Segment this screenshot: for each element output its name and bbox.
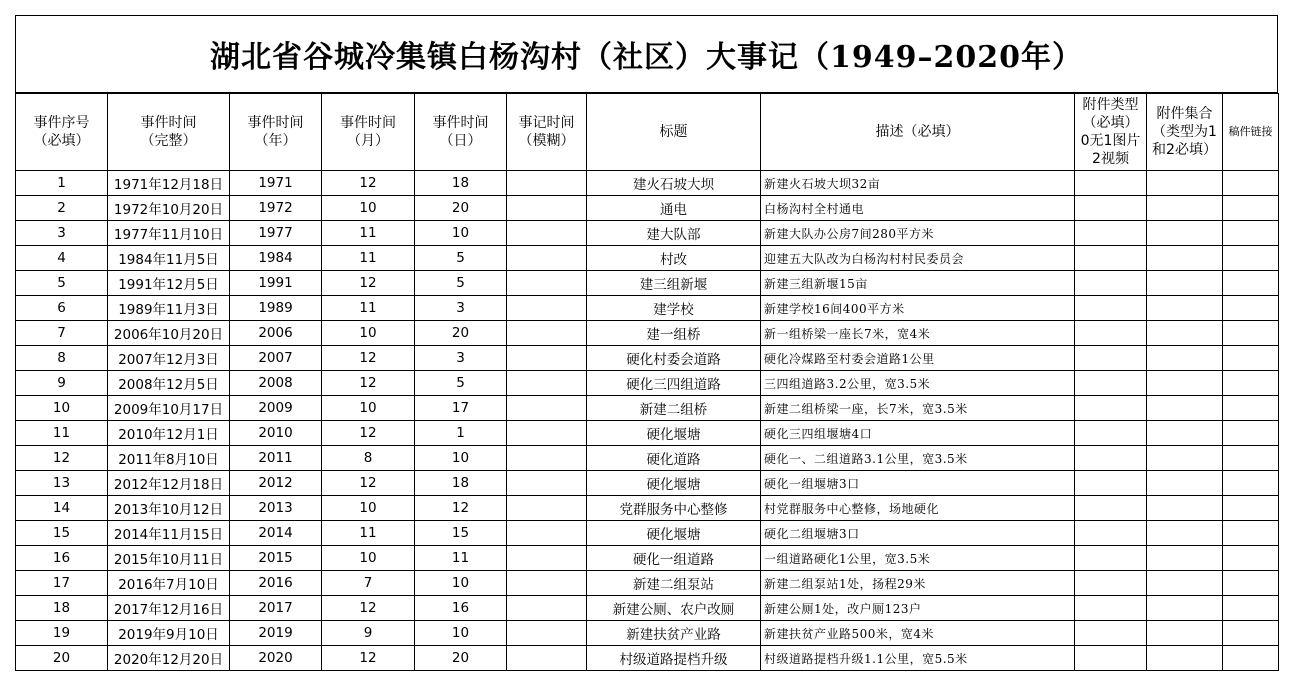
cell-attachment-set[interactable]: [1147, 496, 1223, 521]
cell-month[interactable]: 12: [322, 596, 415, 621]
cell-day[interactable]: 10: [415, 571, 507, 596]
cell-day[interactable]: 10: [415, 621, 507, 646]
cell-attachment-type[interactable]: [1075, 496, 1147, 521]
header-day[interactable]: 事件时间 （日）: [415, 94, 507, 171]
cell-description[interactable]: 硬化三四组堰塘4口: [761, 421, 1075, 446]
cell-seq[interactable]: 10: [16, 396, 108, 421]
cell-seq[interactable]: 16: [16, 546, 108, 571]
header-fuzzy-time[interactable]: 事记时间 （模糊）: [507, 94, 587, 171]
cell-year[interactable]: 1989: [230, 296, 322, 321]
cell-fuzzy-time[interactable]: [507, 521, 587, 546]
table-row: [16, 196, 1279, 221]
cell-subject[interactable]: 党群服务中心整修: [587, 496, 761, 521]
cell-description[interactable]: 村级道路提档升级1.1公里，宽5.5米: [761, 646, 1075, 671]
cell-month[interactable]: 12: [322, 171, 415, 196]
cell-link[interactable]: [1223, 346, 1279, 371]
cell-attachment-set[interactable]: [1147, 471, 1223, 496]
cell-attachment-set[interactable]: [1147, 296, 1223, 321]
cell-day[interactable]: 20: [415, 321, 507, 346]
table-row: [16, 521, 1279, 546]
cell-year[interactable]: 2016: [230, 571, 322, 596]
cell-attachment-type[interactable]: [1075, 271, 1147, 296]
cell-description[interactable]: 新建火石坡大坝32亩: [761, 171, 1075, 196]
table-row: [16, 371, 1279, 396]
header-link[interactable]: 稿件链接: [1223, 94, 1279, 171]
cell-attachment-set[interactable]: [1147, 371, 1223, 396]
cell-subject[interactable]: 村级道路提档升级: [587, 646, 761, 671]
cell-subject[interactable]: 硬化村委会道路: [587, 346, 761, 371]
cell-attachment-set[interactable]: [1147, 196, 1223, 221]
cell-attachment-set[interactable]: [1147, 171, 1223, 196]
cell-day[interactable]: 18: [415, 171, 507, 196]
cell-year[interactable]: 2013: [230, 496, 322, 521]
cell-fuzzy-time[interactable]: [507, 221, 587, 246]
spreadsheet: [15, 15, 1278, 671]
cell-attachment-type[interactable]: [1075, 296, 1147, 321]
cell-seq[interactable]: 12: [16, 446, 108, 471]
cell-fuzzy-time[interactable]: [507, 171, 587, 196]
cell-description[interactable]: 新建二组泵站1处，扬程29米: [761, 571, 1075, 596]
cell-subject[interactable]: 硬化堰塘: [587, 421, 761, 446]
cell-day[interactable]: 3: [415, 346, 507, 371]
cell-seq[interactable]: 11: [16, 421, 108, 446]
cell-attachment-type[interactable]: [1075, 471, 1147, 496]
table-row: [16, 221, 1279, 246]
cell-year[interactable]: 2020: [230, 646, 322, 671]
cell-year[interactable]: 1984: [230, 246, 322, 271]
cell-seq[interactable]: 19: [16, 621, 108, 646]
cell-subject[interactable]: 新建二组泵站: [587, 571, 761, 596]
cell-year[interactable]: 1977: [230, 221, 322, 246]
cell-seq[interactable]: 17: [16, 571, 108, 596]
header-year[interactable]: 事件时间 （年）: [230, 94, 322, 171]
cell-seq[interactable]: 13: [16, 471, 108, 496]
cell-subject[interactable]: 新建扶贫产业路: [587, 621, 761, 646]
cell-attachment-type[interactable]: [1075, 196, 1147, 221]
cell-subject[interactable]: 建三组新堰: [587, 271, 761, 296]
cell-month[interactable]: 10: [322, 196, 415, 221]
sheet-title: 湖北省谷城冷集镇白杨沟村（社区）大事记（1949–2020年）: [15, 15, 1278, 93]
cell-description[interactable]: 新建三组新堰15亩: [761, 271, 1075, 296]
cell-link[interactable]: [1223, 196, 1279, 221]
cell-date-full[interactable]: 1977年11月10日: [108, 221, 230, 246]
cell-link[interactable]: [1223, 396, 1279, 421]
cell-month[interactable]: 12: [322, 421, 415, 446]
cell-date-full[interactable]: 2007年12月3日: [108, 346, 230, 371]
cell-month[interactable]: 10: [322, 321, 415, 346]
cell-date-full[interactable]: 1972年10月20日: [108, 196, 230, 221]
cell-day[interactable]: 11: [415, 546, 507, 571]
cell-month[interactable]: 11: [322, 246, 415, 271]
table-row: [16, 471, 1279, 496]
cell-description[interactable]: 村党群服务中心整修，场地硬化: [761, 496, 1075, 521]
cell-subject[interactable]: 新建二组桥: [587, 396, 761, 421]
cell-link[interactable]: [1223, 471, 1279, 496]
table-row: [16, 346, 1279, 371]
cell-year[interactable]: 2009: [230, 396, 322, 421]
cell-date-full[interactable]: 1991年12月5日: [108, 271, 230, 296]
cell-link[interactable]: [1223, 321, 1279, 346]
cell-month[interactable]: 12: [322, 646, 415, 671]
header-seq[interactable]: 事件序号 （必填）: [16, 94, 108, 171]
cell-attachment-type[interactable]: [1075, 171, 1147, 196]
cell-subject[interactable]: 硬化一组道路: [587, 546, 761, 571]
cell-fuzzy-time[interactable]: [507, 446, 587, 471]
cell-seq[interactable]: 18: [16, 596, 108, 621]
cell-fuzzy-time[interactable]: [507, 246, 587, 271]
cell-link[interactable]: [1223, 421, 1279, 446]
cell-link[interactable]: [1223, 621, 1279, 646]
cell-attachment-type[interactable]: [1075, 621, 1147, 646]
cell-day[interactable]: 3: [415, 296, 507, 321]
cell-subject[interactable]: 建大队部: [587, 221, 761, 246]
cell-fuzzy-time[interactable]: [507, 596, 587, 621]
cell-attachment-set[interactable]: [1147, 596, 1223, 621]
cell-date-full[interactable]: 2013年10月12日: [108, 496, 230, 521]
cell-attachment-type[interactable]: [1075, 221, 1147, 246]
table-row: [16, 546, 1279, 571]
cell-fuzzy-time[interactable]: [507, 346, 587, 371]
cell-subject[interactable]: 硬化堰塘: [587, 471, 761, 496]
cell-link[interactable]: [1223, 546, 1279, 571]
cell-day[interactable]: 10: [415, 221, 507, 246]
cell-fuzzy-time[interactable]: [507, 296, 587, 321]
table-row: [16, 296, 1279, 321]
cell-fuzzy-time[interactable]: [507, 421, 587, 446]
cell-subject[interactable]: 硬化三四组道路: [587, 371, 761, 396]
cell-seq[interactable]: 1: [16, 171, 108, 196]
cell-subject[interactable]: 硬化道路: [587, 446, 761, 471]
cell-seq[interactable]: 6: [16, 296, 108, 321]
cell-fuzzy-time[interactable]: [507, 621, 587, 646]
cell-date-full[interactable]: 1971年12月18日: [108, 171, 230, 196]
table-row: [16, 496, 1279, 521]
cell-attachment-set[interactable]: [1147, 571, 1223, 596]
cell-seq[interactable]: 15: [16, 521, 108, 546]
cell-day[interactable]: 12: [415, 496, 507, 521]
cell-description[interactable]: 新建二组桥梁一座，长7米，宽3.5米: [761, 396, 1075, 421]
cell-fuzzy-time[interactable]: [507, 196, 587, 221]
cell-year[interactable]: 2008: [230, 371, 322, 396]
cell-seq[interactable]: 20: [16, 646, 108, 671]
cell-day[interactable]: 1: [415, 421, 507, 446]
cell-month[interactable]: 11: [322, 221, 415, 246]
cell-description[interactable]: 白杨沟村全村通电: [761, 196, 1075, 221]
cell-description[interactable]: 硬化冷煤路至村委会道路1公里: [761, 346, 1075, 371]
cell-fuzzy-time[interactable]: [507, 396, 587, 421]
cell-attachment-set[interactable]: [1147, 521, 1223, 546]
cell-link[interactable]: [1223, 271, 1279, 296]
cell-date-full[interactable]: 2010年12月1日: [108, 421, 230, 446]
header-month[interactable]: 事件时间 （月）: [322, 94, 415, 171]
cell-day[interactable]: 5: [415, 371, 507, 396]
cell-day[interactable]: 16: [415, 596, 507, 621]
table-row: [16, 571, 1279, 596]
cell-attachment-set[interactable]: [1147, 421, 1223, 446]
cell-attachment-set[interactable]: [1147, 346, 1223, 371]
cell-fuzzy-time[interactable]: [507, 271, 587, 296]
cell-subject[interactable]: 硬化堰塘: [587, 521, 761, 546]
cell-month[interactable]: 10: [322, 396, 415, 421]
cell-date-full[interactable]: 2017年12月16日: [108, 596, 230, 621]
cell-attachment-set[interactable]: [1147, 621, 1223, 646]
cell-year[interactable]: 1971: [230, 171, 322, 196]
cell-attachment-type[interactable]: [1075, 446, 1147, 471]
cell-month[interactable]: 12: [322, 471, 415, 496]
cell-attachment-type[interactable]: [1075, 246, 1147, 271]
cell-description[interactable]: 硬化一组堰塘3口: [761, 471, 1075, 496]
cell-fuzzy-time[interactable]: [507, 471, 587, 496]
cell-attachment-type[interactable]: [1075, 421, 1147, 446]
cell-attachment-set[interactable]: [1147, 246, 1223, 271]
cell-month[interactable]: 11: [322, 521, 415, 546]
cell-attachment-set[interactable]: [1147, 646, 1223, 671]
cell-day[interactable]: 5: [415, 271, 507, 296]
cell-description[interactable]: 新建扶贫产业路500米，宽4米: [761, 621, 1075, 646]
cell-subject[interactable]: 建火石坡大坝: [587, 171, 761, 196]
cell-month[interactable]: 12: [322, 346, 415, 371]
header-subject[interactable]: 标题: [587, 94, 761, 171]
cell-subject[interactable]: 通电: [587, 196, 761, 221]
cell-attachment-set[interactable]: [1147, 321, 1223, 346]
cell-subject[interactable]: 建一组桥: [587, 321, 761, 346]
cell-year[interactable]: 2011: [230, 446, 322, 471]
cell-year[interactable]: 2014: [230, 521, 322, 546]
cell-seq[interactable]: 8: [16, 346, 108, 371]
cell-seq[interactable]: 14: [16, 496, 108, 521]
cell-date-full[interactable]: 2020年12月20日: [108, 646, 230, 671]
cell-description[interactable]: 硬化二组堰塘3口: [761, 521, 1075, 546]
cell-year[interactable]: 2012: [230, 471, 322, 496]
cell-day[interactable]: 18: [415, 471, 507, 496]
cell-month[interactable]: 9: [322, 621, 415, 646]
cell-description[interactable]: 新建公厕1处，改户厕123户: [761, 596, 1075, 621]
table-row: [16, 596, 1279, 621]
cell-attachment-type[interactable]: [1075, 371, 1147, 396]
cell-date-full[interactable]: 2014年11月15日: [108, 521, 230, 546]
cell-fuzzy-time[interactable]: [507, 496, 587, 521]
cell-attachment-set[interactable]: [1147, 546, 1223, 571]
cell-link[interactable]: [1223, 371, 1279, 396]
cell-date-full[interactable]: 2012年12月18日: [108, 471, 230, 496]
cell-link[interactable]: [1223, 596, 1279, 621]
cell-date-full[interactable]: 2011年8月10日: [108, 446, 230, 471]
cell-day[interactable]: 10: [415, 446, 507, 471]
cell-attachment-set[interactable]: [1147, 446, 1223, 471]
table-row: [16, 246, 1279, 271]
cell-description[interactable]: 三四组道路3.2公里，宽3.5米: [761, 371, 1075, 396]
cell-date-full[interactable]: 2008年12月5日: [108, 371, 230, 396]
cell-day[interactable]: 17: [415, 396, 507, 421]
cell-date-full[interactable]: 2019年9月10日: [108, 621, 230, 646]
cell-year[interactable]: 2006: [230, 321, 322, 346]
cell-link[interactable]: [1223, 246, 1279, 271]
table-row: [16, 396, 1279, 421]
table-row: [16, 271, 1279, 296]
cell-seq[interactable]: 5: [16, 271, 108, 296]
header-row: [16, 94, 1279, 171]
table-row: [16, 171, 1279, 196]
cell-year[interactable]: 2015: [230, 546, 322, 571]
cell-link[interactable]: [1223, 296, 1279, 321]
cell-month[interactable]: 7: [322, 571, 415, 596]
cell-description[interactable]: 迎建五大队改为白杨沟村村民委员会: [761, 246, 1075, 271]
cell-month[interactable]: 12: [322, 271, 415, 296]
table-row: [16, 321, 1279, 346]
cell-date-full[interactable]: 1989年11月3日: [108, 296, 230, 321]
cell-fuzzy-time[interactable]: [507, 571, 587, 596]
cell-fuzzy-time[interactable]: [507, 546, 587, 571]
cell-month[interactable]: 11: [322, 296, 415, 321]
cell-attachment-type[interactable]: [1075, 396, 1147, 421]
cell-link[interactable]: [1223, 446, 1279, 471]
cell-attachment-type[interactable]: [1075, 571, 1147, 596]
cell-date-full[interactable]: 2009年10月17日: [108, 396, 230, 421]
table-row: [16, 621, 1279, 646]
cell-month[interactable]: 8: [322, 446, 415, 471]
cell-description[interactable]: 一组道路硬化1公里，宽3.5米: [761, 546, 1075, 571]
cell-day[interactable]: 20: [415, 196, 507, 221]
cell-attachment-type[interactable]: [1075, 346, 1147, 371]
cell-fuzzy-time[interactable]: [507, 371, 587, 396]
cell-fuzzy-time[interactable]: [507, 646, 587, 671]
cell-day[interactable]: 20: [415, 646, 507, 671]
header-description[interactable]: 描述（必填）: [761, 94, 1075, 171]
cell-year[interactable]: 2019: [230, 621, 322, 646]
cell-attachment-type[interactable]: [1075, 321, 1147, 346]
cell-attachment-type[interactable]: [1075, 596, 1147, 621]
cell-date-full[interactable]: 2015年10月11日: [108, 546, 230, 571]
cell-attachment-set[interactable]: [1147, 271, 1223, 296]
cell-link[interactable]: [1223, 171, 1279, 196]
cell-description[interactable]: 新建学校16间400平方米: [761, 296, 1075, 321]
header-attachment-type[interactable]: 附件类型 （必填） 0无1图片 2视频: [1075, 94, 1147, 171]
cell-link[interactable]: [1223, 496, 1279, 521]
cell-link[interactable]: [1223, 221, 1279, 246]
cell-date-full[interactable]: 2016年7月10日: [108, 571, 230, 596]
header-attachment-set[interactable]: 附件集合 （类型为1 和2必填）: [1147, 94, 1223, 171]
table-row: [16, 646, 1279, 671]
cell-link[interactable]: [1223, 571, 1279, 596]
cell-month[interactable]: 12: [322, 371, 415, 396]
cell-year[interactable]: 2010: [230, 421, 322, 446]
cell-fuzzy-time[interactable]: [507, 321, 587, 346]
cell-attachment-type[interactable]: [1075, 521, 1147, 546]
cell-day[interactable]: 5: [415, 246, 507, 271]
cell-attachment-type[interactable]: [1075, 546, 1147, 571]
cell-seq[interactable]: 7: [16, 321, 108, 346]
cell-subject[interactable]: 建学校: [587, 296, 761, 321]
cell-seq[interactable]: 3: [16, 221, 108, 246]
cell-attachment-type[interactable]: [1075, 646, 1147, 671]
cell-date-full[interactable]: 2006年10月20日: [108, 321, 230, 346]
cell-year[interactable]: 2007: [230, 346, 322, 371]
cell-date-full[interactable]: 1984年11月5日: [108, 246, 230, 271]
cell-year[interactable]: 1972: [230, 196, 322, 221]
cell-seq[interactable]: 9: [16, 371, 108, 396]
cell-month[interactable]: 10: [322, 546, 415, 571]
cell-subject[interactable]: 村改: [587, 246, 761, 271]
cell-attachment-set[interactable]: [1147, 396, 1223, 421]
table-row: [16, 421, 1279, 446]
cell-seq[interactable]: 2: [16, 196, 108, 221]
cell-month[interactable]: 10: [322, 496, 415, 521]
cell-link[interactable]: [1223, 521, 1279, 546]
cell-link[interactable]: [1223, 646, 1279, 671]
cell-year[interactable]: 1991: [230, 271, 322, 296]
cell-attachment-set[interactable]: [1147, 221, 1223, 246]
cell-year[interactable]: 2017: [230, 596, 322, 621]
cell-day[interactable]: 15: [415, 521, 507, 546]
events-table: [15, 93, 1279, 671]
cell-description[interactable]: 新建大队办公房7间280平方米: [761, 221, 1075, 246]
table-row: [16, 446, 1279, 471]
cell-seq[interactable]: 4: [16, 246, 108, 271]
header-date-full[interactable]: 事件时间 （完整）: [108, 94, 230, 171]
cell-description[interactable]: 硬化一、二组道路3.1公里，宽3.5米: [761, 446, 1075, 471]
cell-description[interactable]: 新一组桥梁一座长7米，宽4米: [761, 321, 1075, 346]
cell-subject[interactable]: 新建公厕、农户改厕: [587, 596, 761, 621]
